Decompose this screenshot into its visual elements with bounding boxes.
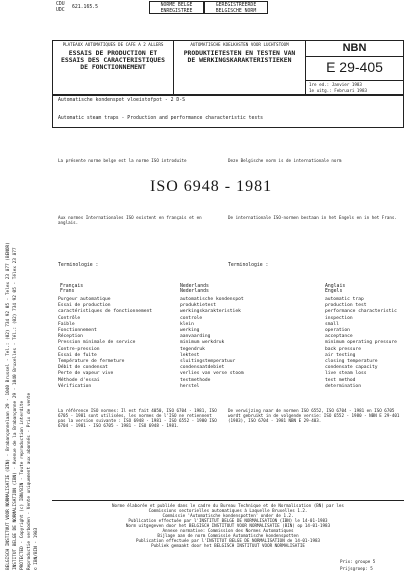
term-fr: caractéristiques de fonctionnement (58, 309, 153, 315)
edition-divider (305, 80, 404, 81)
price-group: Prijsgroep: 5 (340, 566, 373, 571)
footer-line-2: Commissions sectorielles automatiques à Laquelle Bruxelles 1.2. (148, 508, 308, 513)
adoption-right: Deze Belgische norm is de internationale norm (228, 158, 342, 163)
terminology-row (58, 309, 403, 315)
term-fr: Pression minimale de service (58, 340, 136, 346)
edition-1: 1re ed.: Janvier 1983 (309, 82, 362, 87)
term-en: closing temperature (325, 359, 378, 364)
term-en: back pressure (325, 346, 361, 352)
term-fr: Contre-pression (58, 346, 100, 352)
reference-nl: De verwijzing naar de normen ISO 6552, ISO 6704 - 1981 en ISO 6705 wordt gebruikt in de volgende versie: ISO 6552 - 1980 - NBN E 29-401 (1983), ISO 6704 - 1981 NBN E 29-403. (228, 408, 400, 423)
nbn-divider (305, 56, 404, 57)
term-en: minimum operating pressure (325, 340, 397, 346)
term-en: performance characteristic (325, 309, 397, 315)
sidebar-line-3: PROTECTED - Copyright (c) IBN/BIN - Toute reproduction interdite (20, 400, 25, 570)
cdu-value: 621.165.5 (72, 5, 98, 10)
sidebar-line-4: Reproductie verboden - Vente uniquement aux abonnés - Prix de vente (27, 392, 32, 570)
term-en: determination (325, 383, 361, 389)
adoption-left: La présente norme belge est la norme ISO introduite (58, 158, 187, 163)
terminology-row (58, 353, 403, 359)
term-nl: produktietest (180, 303, 216, 309)
title-fr-line1: PLATEAUX AUTOMATIQUES DE CAFE A 2 ALLERS (62, 42, 164, 47)
terminology-right-label: Terminologie : (228, 263, 269, 268)
term-nl: minimum werkdruk (180, 340, 225, 346)
terminology-row (58, 316, 403, 322)
term-nl: verlies van verse stoom (180, 371, 244, 377)
term-en: operation (325, 328, 350, 333)
footer-line-7: Bijlage aan de norm Commissie Automatische kondenspotten (157, 533, 299, 538)
term-nl: lektest (180, 352, 200, 358)
term-nl: werkingskarakteristiek (180, 309, 241, 315)
term-nl: tegendruk (180, 346, 205, 352)
terminology-row (58, 384, 403, 390)
term-nl: controle (180, 315, 203, 321)
term-fr: Contrôle (58, 315, 81, 321)
standard-number: E 29-405 (326, 59, 383, 75)
term-fr: Méthode d'essai (58, 377, 100, 383)
footer-line-6: Annexe normative: Commission des Normes Automatiques (162, 528, 294, 533)
norme-belge-box (149, 1, 204, 14)
term-fr: Essai de fuite (58, 352, 97, 358)
footer-line-9: Publiek gemaakt door het BELGISCH INSTITUUT VOOR NORMALISATIE (151, 543, 305, 548)
term-en: test method (325, 377, 356, 383)
footer-line-1: Norme élaborée et publiée dans le cadre du Bureau Technique et de Normalisation (BN) par les (112, 503, 344, 508)
term-en: small (325, 321, 339, 327)
term-nl: klein (180, 321, 194, 327)
term-en: automatic trap (325, 297, 364, 302)
udc-label: UDC (56, 8, 65, 13)
term-fr: Réception (58, 334, 83, 340)
belgische-norm-box (204, 1, 268, 14)
col-fr-header: Français (60, 284, 84, 289)
title-nl-line1: AUTOMATISCHE KOELKASTEN VOOR LUCHTSTOOM (190, 42, 289, 47)
footer-line-8: Publication effectuée par l'INSTITUT BELGE DE NORMALISATION de 14-01-1983 (135, 538, 321, 543)
terminology-row (58, 378, 403, 384)
belgische-norm: BELGISCHE NORM (215, 8, 257, 14)
term-en: acceptance (325, 334, 353, 340)
footer-line-4: Publication effectuée par l'INSTITUT BELGE DE NORMALISATION (IBN) le 14-01-1983 (128, 518, 328, 523)
price-fr: Prix: groupe 5 (340, 559, 376, 564)
sidebar-line-5: © IBN/BIN - 1983 (34, 527, 39, 570)
term-nl: automatische kondenspot (180, 297, 244, 302)
term-fr: Fonctionnement (58, 328, 97, 333)
col-fr-sub: Frans (60, 289, 75, 294)
adoption-right-2: De internationale ISO-normen bestaan in het Engels en in het Frans. (228, 215, 397, 220)
title-divider-1 (173, 40, 174, 95)
terminology-table (58, 297, 403, 392)
sidebar-line-1: BELGISCH INSTITUUT VOOR NORMALISATIE (BIN) - Brabançonnelaan 29 - 1040 Brussel - Tel.: (02) 734 92 05 - Telex 23 877 (BENOR) (6, 242, 11, 570)
term-fr: Faible (58, 321, 75, 327)
term-nl: aanvaarding (180, 334, 211, 340)
subtitle-nl: Automatic steam traps - Production and performance characteristic tests (58, 116, 264, 121)
col-en-header: Anglais (325, 284, 346, 289)
nbn-label: NBN (342, 42, 367, 54)
enregistree: ENREGISTREE (160, 8, 193, 14)
col-nl-header: Nederlands (180, 284, 209, 289)
footer-divider (52, 500, 404, 501)
term-fr: Température de fermeture (58, 359, 125, 364)
terminology-row (58, 347, 403, 353)
term-nl: condensaatdebiet (180, 365, 225, 371)
footer (58, 503, 398, 548)
footer-line-5: Norm uitgegeven door het BELGISCH INSTITUUT VOOR NORMALISATIE (BIN) op 14-01-1983 (125, 523, 331, 528)
term-nl: werking (180, 328, 200, 333)
term-en: inspection (325, 315, 353, 321)
sidebar-line-2: INSTITUT BELGE DE NORMALISATION (IBN) - Avenue de la Brabançonne 29 - 1040 Bruxelles - Tél.: (02) 734 92 05 - Télex 23 877 (13, 247, 18, 570)
term-en: air testing (325, 352, 356, 358)
term-fr: Essai de production (58, 303, 111, 309)
cdu-label: CDU (56, 2, 65, 7)
reference-fr: La référence ISO normes: Il est fait 4050, ISO 6704 - 1981, ISO 6705 - 1981 sont utilisées, les normes de l'ISO ne retiennent pas la version suivante : ISO 6948 - 1981 - ISO 6552 - 1980 ISO 6704 - 1981 - ISO 6705 - 1981 - ISO 6948 - 1981. (58, 408, 217, 428)
term-nl: testmethode (180, 377, 211, 383)
adoption-left-2: Aux normes Internationales ISO existent en français et en anglais. (58, 215, 202, 225)
term-nl: sluitingstemperatuur (180, 359, 236, 364)
term-nl: herstel (180, 383, 200, 389)
term-fr: Vérification (58, 383, 92, 389)
subtitle-fr: Automatische kondenspot vloeistofpot - 2 D-S (58, 98, 186, 103)
term-fr: Débit de condensat (58, 365, 108, 371)
term-en: live steam loss (325, 371, 367, 377)
edition-2: 1e uitg.: Februari 1983 (309, 88, 367, 93)
terminology-row (58, 340, 403, 346)
terminology-row (58, 371, 403, 377)
title-fr: ESSAIS DE PRODUCTION ET ESSAIS DES CARACTERISTIQUES DE FONCTIONNEMENT (61, 49, 165, 71)
terminology-row (58, 322, 403, 328)
norme-belge: NORME BELGE (160, 2, 193, 8)
left-sidebar (0, 0, 52, 581)
terminology-left-label: Terminologie : (58, 263, 99, 268)
footer-line-3: Commissie 'Automatische kondenspotten' onder de 1.2. (162, 513, 294, 518)
term-en: condensate capacity (325, 365, 378, 371)
term-fr: Purgeur automatique (58, 297, 111, 302)
term-en: production test (325, 303, 367, 309)
geregistreerde: GEREGISTREERDE (215, 2, 257, 8)
title-nl: PRODUKTIETESTEN EN TESTEN VAN DE WERKINGSKARAKTERISTIEKEN (183, 49, 296, 64)
col-nl-sub: Nederlands (180, 289, 209, 294)
iso-reference: ISO 6948 - 1981 (150, 178, 273, 195)
col-en-sub: Engels (325, 289, 343, 294)
term-fr: Perte de vapeur vive (58, 371, 114, 377)
